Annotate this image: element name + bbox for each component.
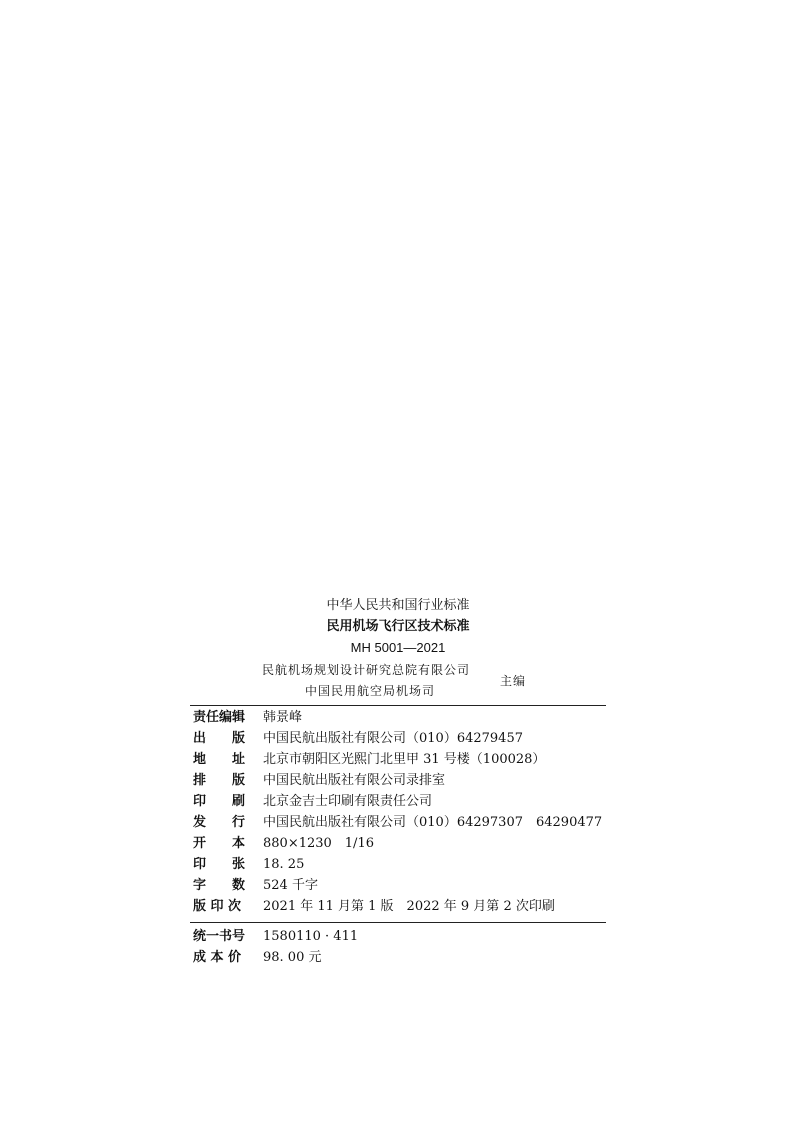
info-value: 18. 25	[263, 857, 305, 872]
info-label: 责任编辑	[193, 710, 246, 725]
standard-series: 中华人民共和国行业标准	[326, 598, 470, 613]
info-row-publisher	[193, 729, 523, 749]
editor-organization-1: 民航机场规划设计研究总院有限公司	[262, 663, 471, 677]
info-row-edition	[193, 897, 555, 917]
info-row-price	[193, 948, 321, 968]
info-row-address	[193, 750, 545, 770]
info-label: 成 本 价	[193, 950, 242, 965]
bottom-divider	[190, 922, 606, 923]
info-label: 印 刷	[193, 794, 246, 809]
info-value: 524 千字	[263, 878, 318, 893]
info-label: 出 版	[193, 731, 246, 746]
info-value: 韩景峰	[263, 710, 303, 725]
top-divider	[190, 705, 606, 706]
info-value: 98. 00 元	[263, 950, 322, 965]
info-label: 地 址	[193, 752, 246, 767]
info-label: 发 行	[193, 815, 246, 830]
editor-role: 主编	[500, 674, 527, 688]
info-row-distribution	[193, 813, 602, 833]
info-label: 统一书号	[193, 929, 246, 944]
info-label: 印 张	[193, 857, 246, 872]
standard-title: 民用机场飞行区技术标准	[326, 619, 470, 634]
info-value: 中国民航出版社有限公司录排室	[263, 773, 446, 788]
info-row-book-number	[193, 927, 358, 947]
info-row-sheets	[193, 855, 304, 875]
info-value: 1580110 · 411	[263, 929, 359, 944]
info-value: 2021 年 11 月第 1 版 2022 年 9 月第 2 次印刷	[263, 899, 555, 914]
standard-code: MH 5001—2021	[350, 640, 446, 655]
info-row-word-count	[193, 876, 318, 896]
info-value: 中国民航出版社有限公司（010）64297307 64290477	[263, 815, 603, 830]
info-value: 中国民航出版社有限公司（010）64279457	[263, 731, 523, 746]
info-value: 北京金吉士印刷有限责任公司	[263, 794, 433, 809]
info-value: 880×1230 1/16	[263, 836, 374, 851]
info-value: 北京市朝阳区光熙门北里甲 31 号楼（100028）	[263, 752, 546, 767]
info-row-typesetting	[193, 771, 445, 791]
info-row-editor	[193, 708, 302, 728]
info-row-format	[193, 834, 374, 854]
info-row-printing	[193, 792, 432, 812]
editor-organization-2: 中国民用航空局机场司	[305, 684, 436, 698]
info-label: 字 数	[193, 878, 246, 893]
info-label: 版 印 次	[193, 899, 242, 914]
info-label: 排 版	[193, 773, 246, 788]
info-label: 开 本	[193, 836, 246, 851]
